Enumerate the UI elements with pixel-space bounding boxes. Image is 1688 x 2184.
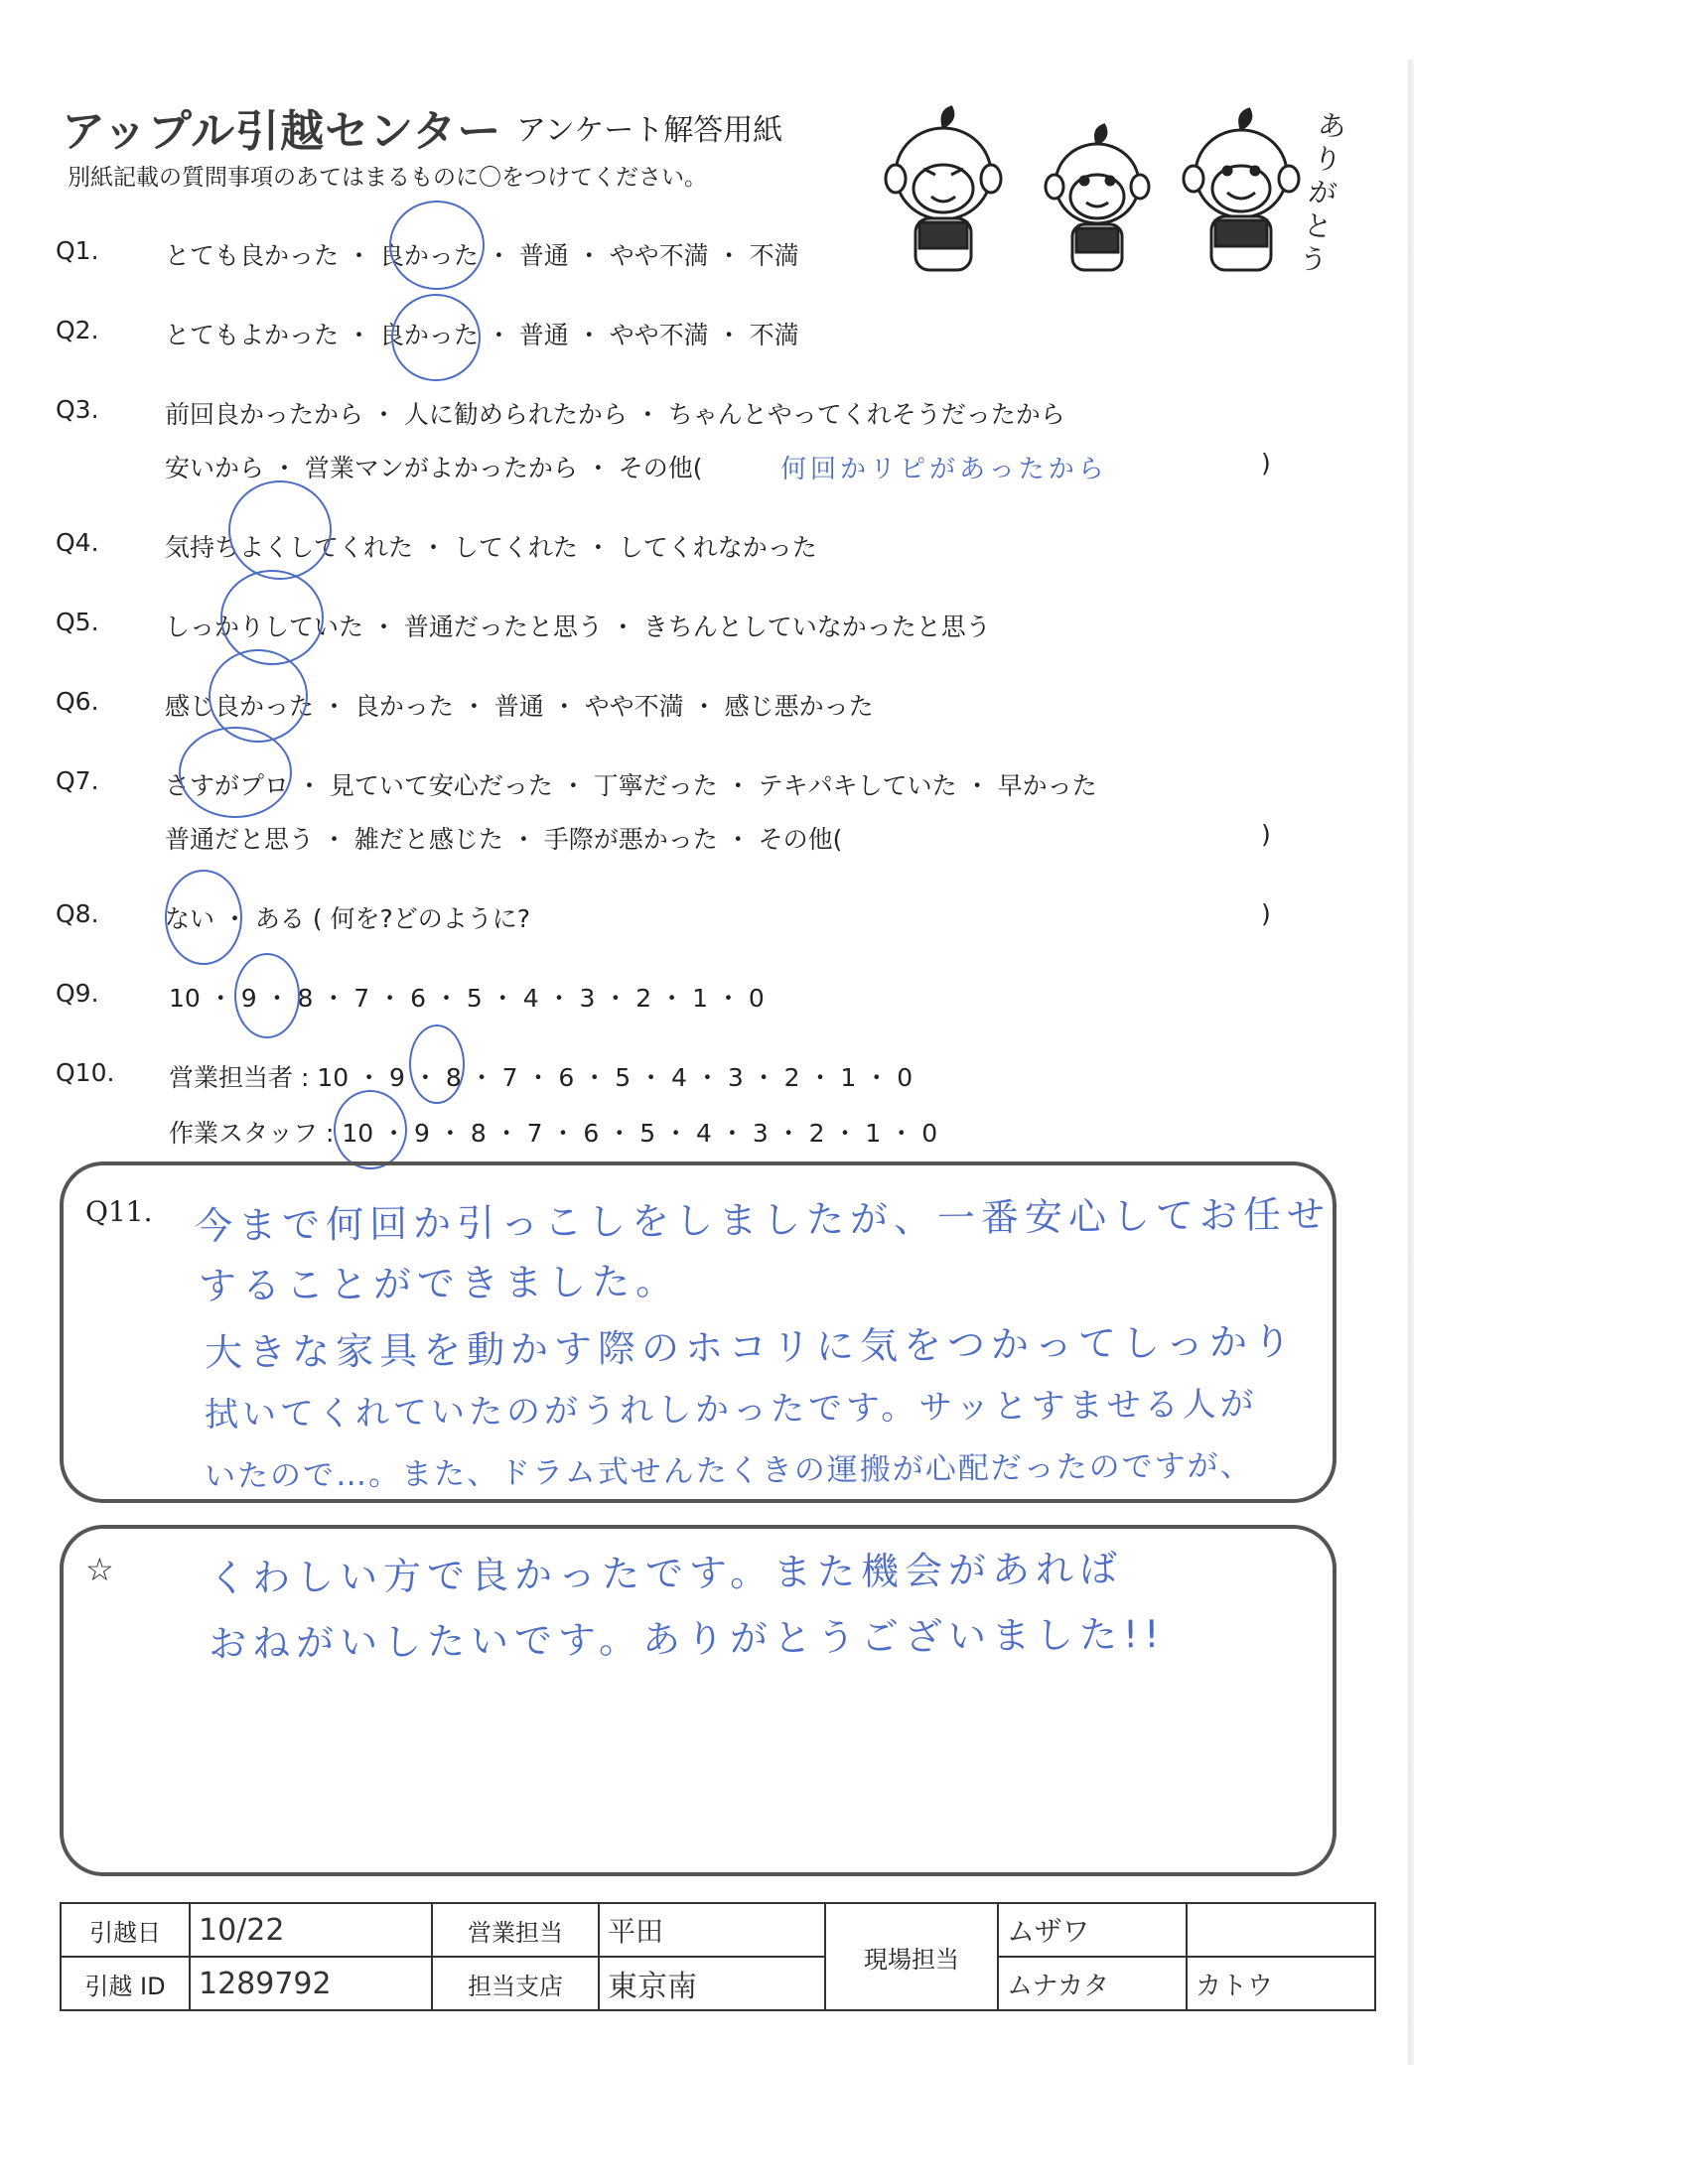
q7-number: Q7.: [56, 766, 99, 795]
q3-close-paren: ): [1261, 449, 1271, 478]
q5-options[interactable]: しっかりしていた ・ 普通だったと思う ・ きちんとしていなかったと思う: [165, 613, 991, 641]
q8-number: Q8.: [56, 899, 99, 928]
form-subtitle: アンケート解答用紙: [516, 113, 783, 148]
q11-comment-line1: 今まで何回か引っこしをしましたが、一番安心してお任せ: [194, 1192, 1332, 1248]
q4-number: Q4.: [56, 528, 99, 557]
answer-circle: [389, 201, 485, 290]
q7-options-line1[interactable]: さすがプロ ・ 見ていて安心だった ・ 丁寧だった ・ テキパキしていた ・ 早かった: [165, 771, 1097, 800]
q3-number: Q3.: [56, 395, 99, 424]
q3-other-handwritten: 何回かリピがあったから: [780, 455, 1108, 484]
q3-options-line2[interactable]: 安いから ・ 営業マンがよかったから ・ その他(: [165, 454, 703, 482]
q9-number: Q9.: [56, 979, 99, 1008]
monkey-mascots-illustration: [874, 89, 1331, 288]
sales-label: 営業担当: [432, 1903, 599, 1957]
company-title: アップル引越センター: [62, 106, 502, 157]
q6-number: Q6.: [56, 687, 99, 716]
q10-sales-scale[interactable]: 営業担当者 : 10 ・ 9 ・ 8 ・ 7 ・ 6 ・ 5 ・ 4 ・ 3 ・ 2 ・ 1 ・ 0: [169, 1063, 914, 1092]
answer-circle: [234, 953, 300, 1038]
move-date-label: 引越日: [61, 1903, 190, 1957]
site-staff-3: カトウ: [1196, 1971, 1274, 2001]
answer-circle: [165, 870, 242, 965]
q2-options[interactable]: とてもよかった ・ 良かった ・ 普通 ・ やや不満 ・ 不満: [165, 321, 799, 349]
q8-close-paren: ): [1261, 899, 1271, 928]
site-staff-label: 現場担当: [825, 1903, 998, 2010]
q9-score-scale[interactable]: 10 ・ 9 ・ 8 ・ 7 ・ 6 ・ 5 ・ 4 ・ 3 ・ 2 ・ 1 ・ 0: [169, 984, 765, 1013]
sales-value: 平田: [608, 1915, 664, 1948]
star-comment-line1: くわしい方で良かったです。また機会があれば: [208, 1547, 1124, 1600]
q11-comment-line3: 大きな家具を動かす際のホコリに気をつかってしっかり: [204, 1319, 1298, 1375]
q10-number: Q10.: [56, 1058, 115, 1087]
q5-number: Q5.: [56, 608, 99, 636]
q11-label: Q11.: [85, 1195, 153, 1228]
star-comment-line2: おねがいしたいです。ありがとうございました!!: [208, 1611, 1166, 1667]
page-edge-shadow: [1408, 60, 1414, 2065]
move-date-value: 10/22: [199, 1912, 285, 1948]
q6-options[interactable]: 感じ良かった ・ 良かった ・ 普通 ・ やや不満 ・ 感じ悪かった: [165, 692, 874, 721]
q7-options-line2[interactable]: 普通だと思う ・ 雑だと感じた ・ 手際が悪かった ・ その他(: [165, 825, 843, 854]
q2-number: Q2.: [56, 316, 99, 344]
answer-circle: [179, 727, 292, 818]
answer-circle: [228, 480, 332, 580]
q10-staff-scale[interactable]: 作業スタッフ : 10 ・ 9 ・ 8 ・ 7 ・ 6 ・ 5 ・ 4 ・ 3 ・ 2 ・ 1 ・ 0: [169, 1119, 938, 1148]
answer-circle: [391, 294, 481, 381]
move-id-label: 引越 ID: [61, 1957, 190, 2010]
footer-info-table: [60, 1902, 1376, 2011]
answer-circle: [409, 1024, 465, 1104]
instruction-text: 別紙記載の質問事項のあてはまるものに〇をつけてください。: [68, 165, 707, 191]
mascot-caption: ありがとう: [1297, 107, 1348, 278]
site-staff-1: ムザワ: [1007, 1915, 1090, 1948]
q8-options[interactable]: ない ・ ある ( 何を?どのように?: [165, 904, 531, 933]
q1-number: Q1.: [56, 236, 99, 265]
site-staff-2: ムナカタ: [1007, 1971, 1109, 2001]
move-id-value: 1289792: [199, 1966, 332, 2001]
q11-comment-line4: 拭いてくれていたのがうれしかったです。サッとすませる人が: [204, 1384, 1258, 1435]
q3-options-line1[interactable]: 前回良かったから ・ 人に勧められたから ・ ちゃんとやってくれそうだったから: [165, 400, 1065, 429]
q11-comment-line5: いたので…。また、ドラム式せんたくきの運搬が心配だったのですが、: [204, 1447, 1253, 1495]
branch-label: 担当支店: [432, 1957, 599, 2010]
q1-options[interactable]: とても良かった ・ 良かった ・ 普通 ・ やや不満 ・ 不満: [165, 241, 799, 270]
q7-close-paren: ): [1261, 820, 1271, 849]
branch-value: 東京南: [608, 1970, 697, 2004]
q11-comment-line2: することができました。: [198, 1259, 680, 1308]
star-label: ☆: [85, 1551, 114, 1588]
answer-circle: [334, 1090, 407, 1169]
q4-options[interactable]: 気持ちよくしてくれた ・ してくれた ・ してくれなかった: [165, 533, 817, 562]
